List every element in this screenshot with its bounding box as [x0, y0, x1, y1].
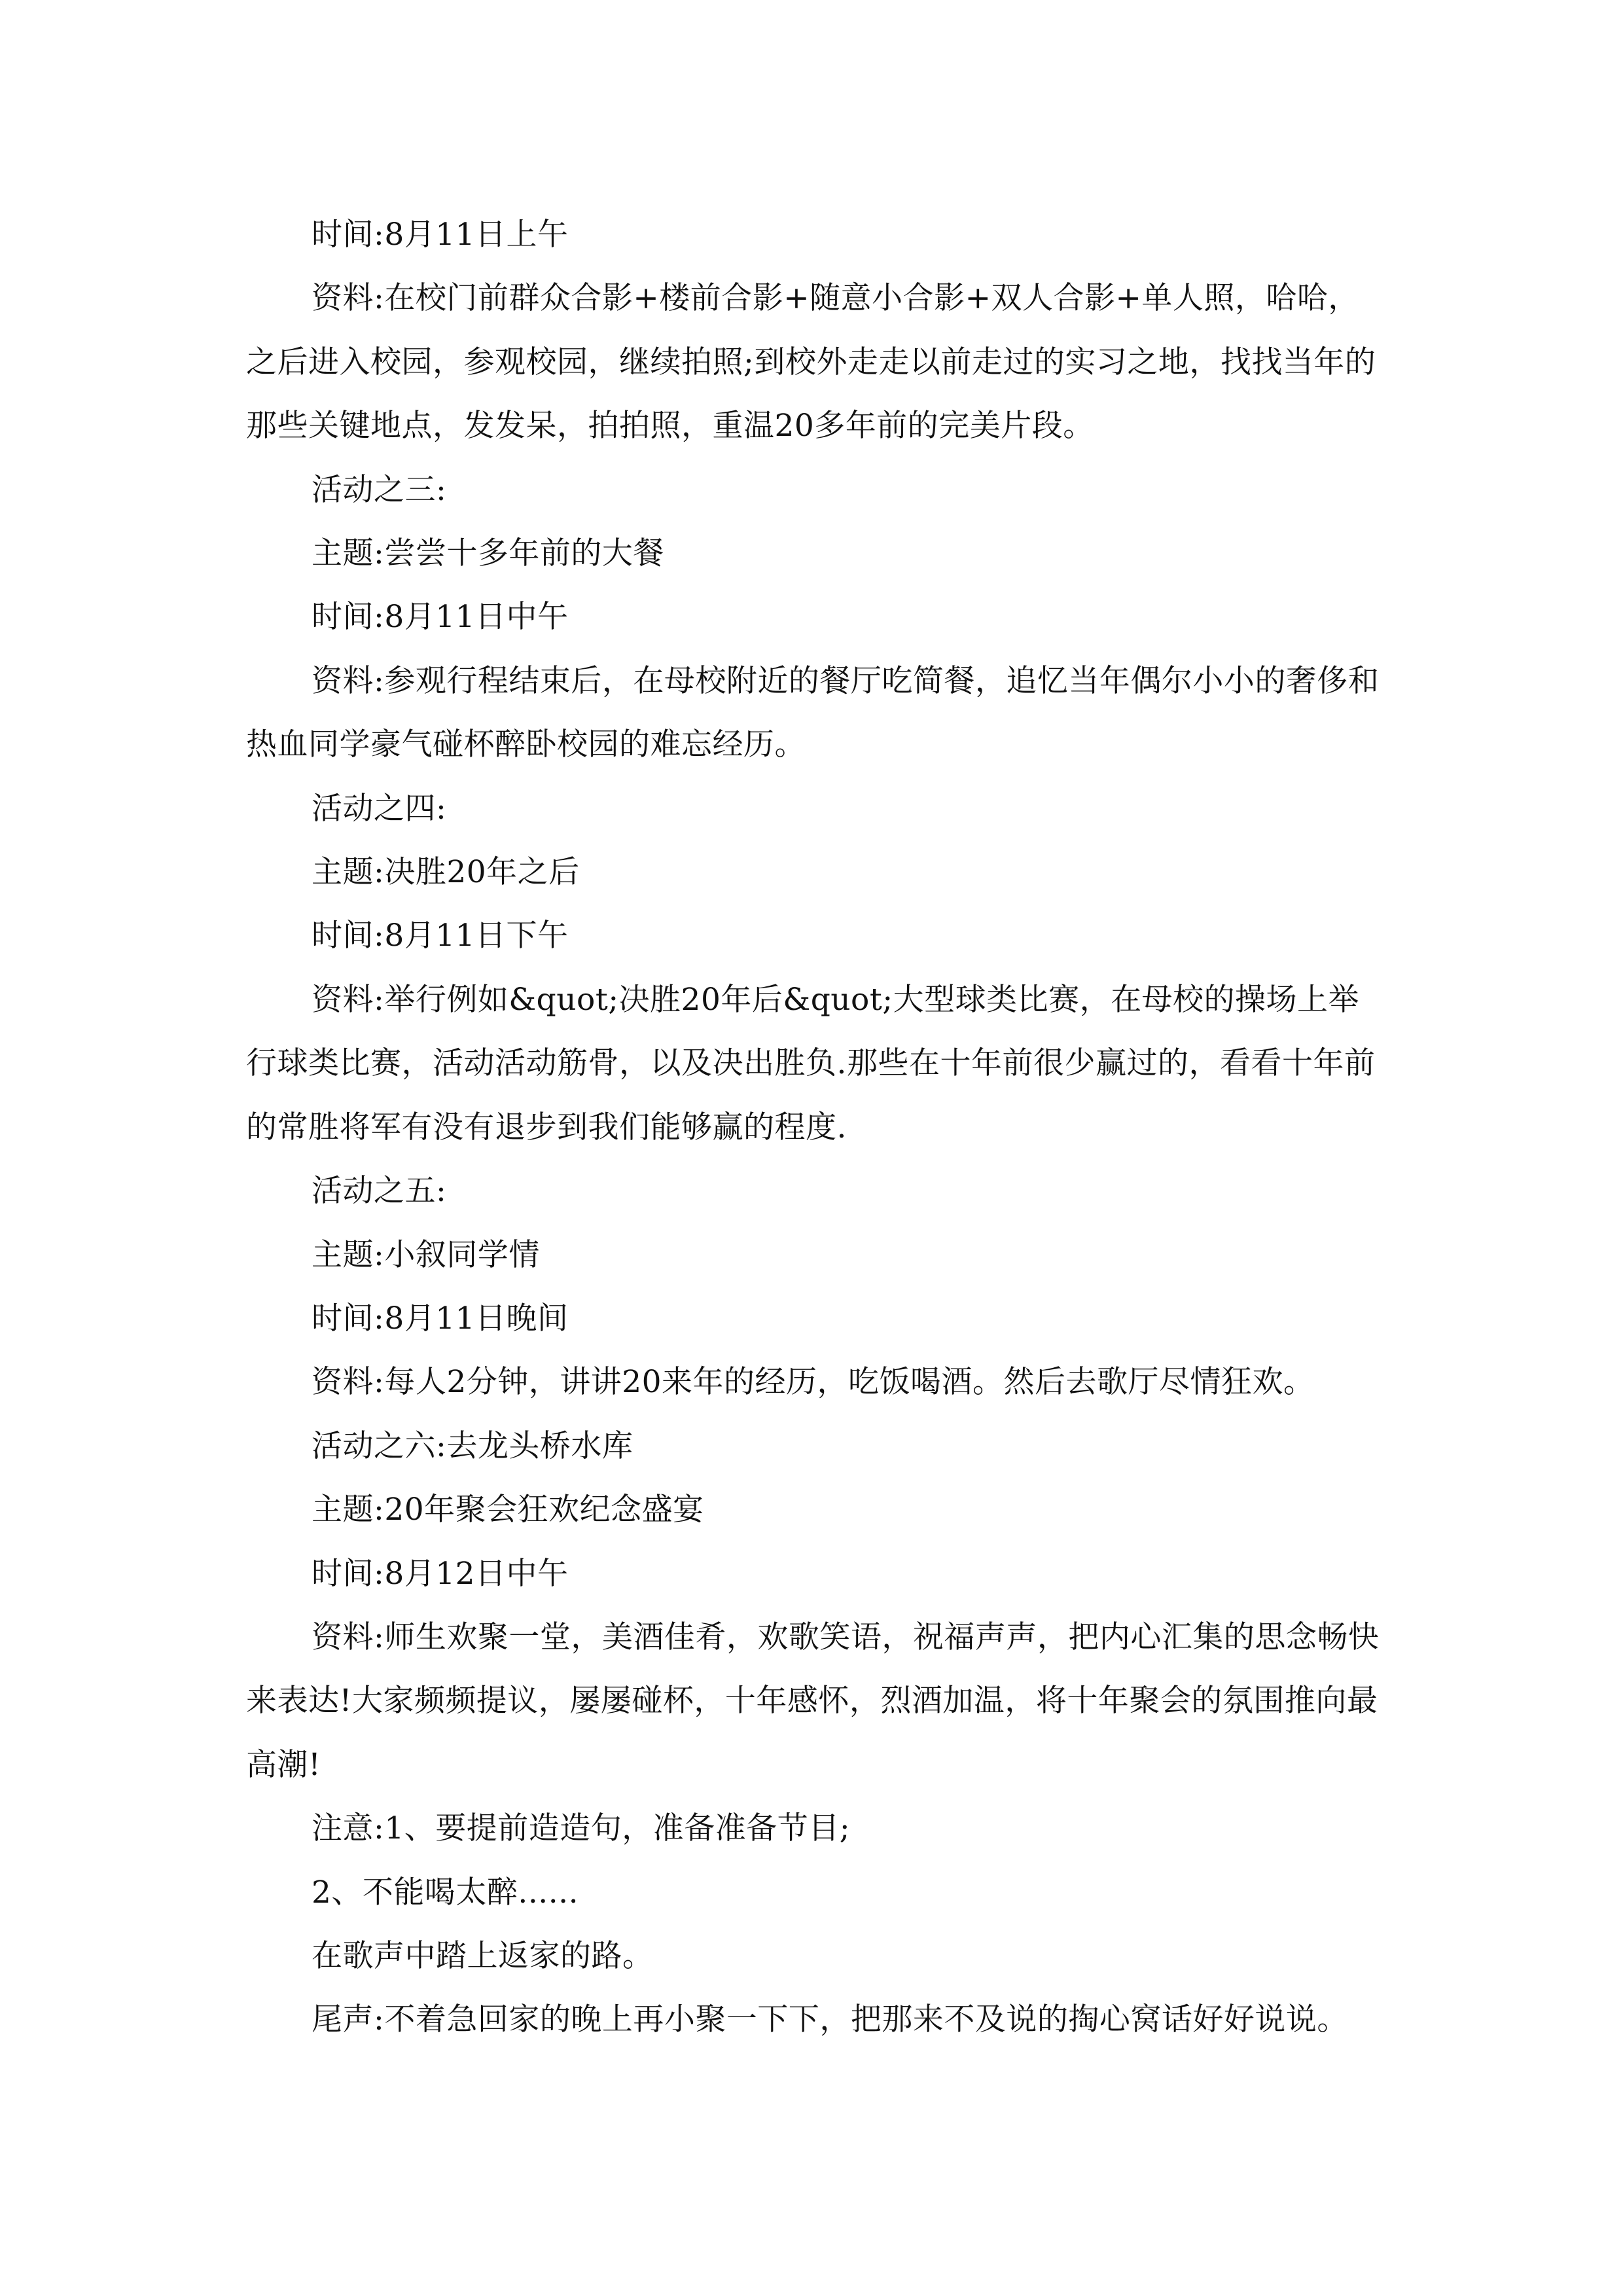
paragraph: 活动之五:	[312, 1173, 447, 1210]
paragraph: 资料:每人2分钟，讲讲20来年的经历，吃饭喝酒。然后去歌厅尽情狂欢。	[312, 1364, 1315, 1401]
paragraph: 资料:参观行程结束后，在母校附近的餐厅吃简餐，追忆当年偶尔小小的奢侈和热血同学豪气碰杯醉卧校园的难忘经历。	[246, 662, 1380, 763]
paragraph: 主题:20年聚会狂欢纪念盛宴	[312, 1492, 704, 1528]
paragraph: 主题:尝尝十多年前的大餐	[312, 535, 664, 572]
paragraph: 活动之六:去龙头桥水库	[312, 1427, 633, 1464]
paragraph: 活动之四:	[312, 790, 447, 827]
paragraph: 注意:1、要提前造造句，准备准备节目;	[312, 1810, 851, 1847]
paragraph: 主题:决胜20年之后	[312, 854, 580, 891]
paragraph: 尾声:不着急回家的晚上再小聚一下下，把那来不及说的掏心窝话好好说说。	[312, 2001, 1348, 2038]
paragraph: 时间:8月11日下午	[312, 918, 569, 954]
paragraph: 时间:8月11日上午	[312, 217, 569, 253]
paragraph: 资料:在校门前群众合影+楼前合影+随意小合影+双人合影+单人照，哈哈，之后进入校园，参观校园，继续拍照;到校外走走以前走过的实习之地，找找当年的那些关键地点，发发呆，拍拍照，重温20多年前的完美片段。	[246, 280, 1376, 444]
paragraph: 活动之三:	[312, 471, 447, 508]
paragraph: 在歌声中踏上返家的路。	[312, 1937, 654, 1974]
paragraph: 主题:小叙同学情	[312, 1236, 540, 1273]
document-body	[246, 203, 1385, 2052]
paragraph: 时间:8月12日中午	[312, 1555, 569, 1592]
paragraph: 时间:8月11日晚间	[312, 1300, 569, 1336]
paragraph: 资料:举行例如&quot;决胜20年后&quot;大型球类比赛，在母校的操场上举行球类比赛，活动活动筋骨，以及决出胜负.那些在十年前很少赢过的，看看十年前的常胜将军有没有退步到我们能够赢的程度.	[246, 981, 1376, 1145]
paragraph: 2、不能喝太醉......	[312, 1874, 579, 1910]
paragraph: 时间:8月11日中午	[312, 599, 569, 636]
paragraph: 资料:师生欢聚一堂，美酒佳肴，欢歌笑语，祝福声声，把内心汇集的思念畅快来表达!大家频频提议，屡屡碰杯，十年感怀，烈酒加温，将十年聚会的氛围推向最高潮!	[246, 1619, 1380, 1783]
